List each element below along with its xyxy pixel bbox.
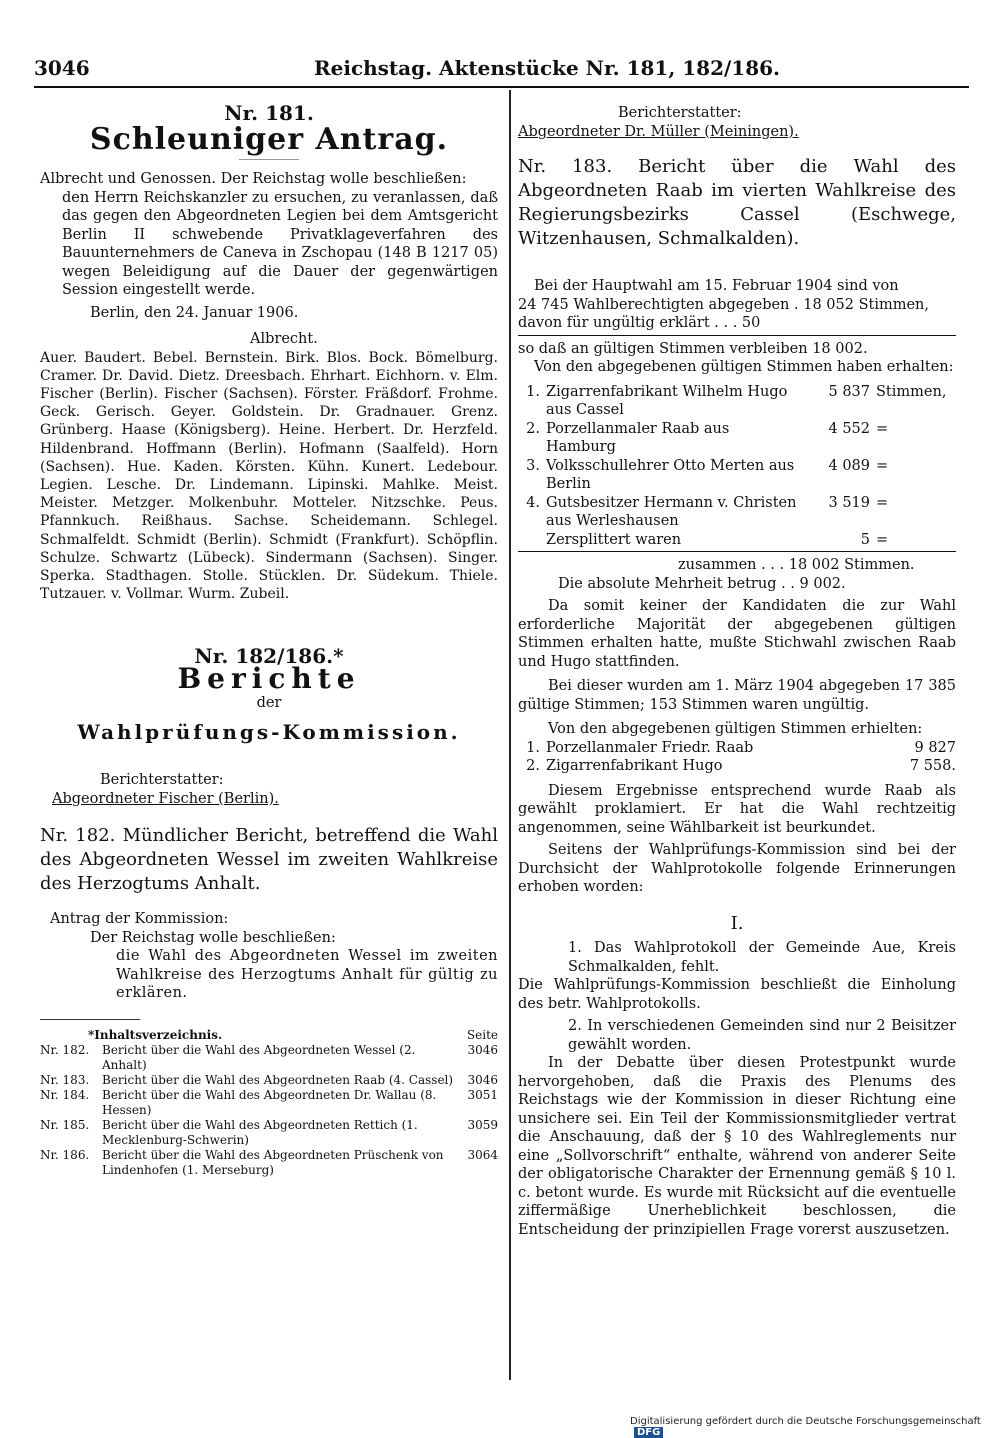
- column-divider: [509, 90, 511, 1380]
- item-2: 2. In verschiedenen Gemeinden sind nur 2 Beisitzer gewählt worden.: [568, 1018, 956, 1053]
- item-1: 1. Das Wahlprotokoll der Gemeinde Aue, Kreis Schmalkalden, fehlt.: [568, 940, 956, 975]
- nr182-title: Nr. 182. Mündlicher Bericht, betreffend die Wahl des Abgeordneten Wessel im zweiten Wahlkreise des Herzogtums Anhalt.: [40, 825, 498, 895]
- beschluss: die Wahl des Abgeordneten Wessel im zweiten Wahlkreise des Herzogtums Anhalt für gültig zu erklären.: [116, 948, 498, 1002]
- footnote-rule: [40, 1019, 140, 1020]
- antrag-intro: Albrecht und Genossen. Der Reichstag wolle beschließen:: [40, 171, 467, 187]
- running-title: Reichstag. Aktenstücke Nr. 181, 182/186.: [314, 56, 781, 80]
- list-item: 2. Porzellanmaler Raab aus Hamburg 4 552 =: [526, 420, 889, 455]
- toc-row: Nr. 183. Bericht über die Wahl des Abgeordneten Raab (4. Cassel) 3046: [40, 1072, 498, 1087]
- footer-credit: [630, 1416, 1000, 1438]
- list-item: 2. Zigarrenfabrikant Hugo 7 558.: [526, 758, 956, 774]
- list-item: 3. Volksschullehrer Otto Merten aus Berlin 4 089 =: [526, 457, 889, 492]
- hauptwahl-line-3: davon für ungültig erklärt . . . 50: [518, 314, 956, 336]
- berichterstatter-label: Berichterstatter:: [618, 105, 742, 121]
- divider: [239, 159, 299, 160]
- toc-row: Nr. 186. Bericht über die Wahl des Abgeordneten Prüschenk von Lindenhofen (1. Merseburg) 3064: [40, 1147, 498, 1177]
- absolute-mehrheit: Die absolute Mehrheit betrug . . 9 002.: [558, 575, 846, 592]
- toc: [40, 1028, 498, 1178]
- toc-row: Nr. 184. Bericht über die Wahl des Abgeordneten Dr. Wallau (8. Hessen) 3051: [40, 1087, 498, 1117]
- nr181-heading: Nr. 181.: [224, 101, 314, 125]
- seitens: Seitens der Wahlprüfungs-Kommission sind bei der Durchsicht der Wahlprotokolle folgende Erinnerungen erhoben worden:: [518, 842, 956, 895]
- toc-seite: Seite: [466, 1027, 498, 1042]
- debatte: In der Debatte über diesen Protestpunkt wurde hervorgehoben, daß die Praxis des Plenums des Reichstags wie der Kommission in dieser Richtung eine unsichere sei. Ein Teil der Kommissionsmitglieder vertrat die Anschauung, daß der § 10 des Wahlreglements nur eine „Sollvorschrift“ enthalte, während von anderer Seite der obligatorische Charakter der Ernennung gemäß § 10 l. c. betont wurde. Es wurde mit Rücksicht auf die eventuelle ziffermäßige Unerheblichkeit beschlossen, die Entscheidung der prinzipiellen Frage vorerst auszusetzen.: [518, 1055, 956, 1238]
- erhielten: Von den abgegebenen gültigen Stimmen erhielten:: [548, 721, 923, 737]
- signatory-names: Auer. Baudert. Bebel. Bernstein. Birk. Blos. Bock. Bömelburg. Cramer. Dr. David. Dietz. Dreesbach. Ehrhart. Eichhorn. v. Elm. Fischer (Berlin). Fischer (Sachsen). Förster. Fräßdorf. Frohme. Geck. Gerisch. Geyer. Goldstein. Dr. Gradnauer. Grenz. Grünberg. Haase (Königsberg). Heine. Herbert. Dr. Herzfeld. Hildenbrand. Hoffmann (Berlin). Hofmann (Saalfeld). Horn (Sachsen). Hue. Kaden. Körsten. Kühn. Kunert. Ledebour. Legien. Lesche. Dr. Lindemann. Lipinski. Mahlke. Meist. Meister. Metzger. Molkenbuhr. Motteler. Nitzschke. Peus. Pfannkuch. Reißhaus. Sachse. Scheidemann. Schlegel. Schmalfeldt. Schmidt (Berlin). Schmidt (Frankfurt). Schöpflin. Schulze. Schwartz (Lübeck). Sindermann (Sachsen). Singer. Sperka. Stadthagen. Stolle. Stücklen. Dr. Südekum. Thiele. Tutzauer. v. Vollmar. Wurm. Zubeil.: [40, 349, 498, 603]
- list-item: Zersplittert waren 5 =: [518, 531, 956, 553]
- right-column: [518, 96, 956, 1239]
- hauptwahl-line-1: Bei der Hauptwahl am 15. Februar 1904 sind von: [534, 278, 899, 294]
- list-item: 4. Gutsbesitzer Hermann v. Christen aus Werleshausen 3 519 =: [526, 494, 889, 529]
- antrag-kommission: Antrag der Kommission:: [50, 911, 229, 928]
- berichterstatter-name: Abgeordneter Dr. Müller (Meiningen).: [518, 123, 799, 140]
- toc-title: *Inhaltsverzeichnis.: [88, 1027, 223, 1042]
- berichterstatter-label: Berichterstatter:: [100, 772, 224, 789]
- da-somit: Da somit keiner der Kandidaten die zur Wahl erforderliche Majorität der abgegebenen gültigen Stimmen erhalten hatte, mußte Stichwahl zwischen Raab und Hugo stattfinden.: [518, 598, 956, 670]
- nr182-heading: Nr. 182/186.*: [194, 644, 344, 669]
- der-text: der: [256, 695, 282, 712]
- page-number: 3046: [34, 56, 90, 80]
- footer-text: Digitalisierung gefördert durch die Deutsche Forschungsgemeinschaft: [630, 1416, 981, 1427]
- verbleiben: so daß an gültigen Stimmen verbleiben 18 002.: [518, 340, 868, 357]
- ergebnis: Diesem Ergebnisse entsprechend wurde Raab als gewählt proklamiert. Er hat die Wahl rechtzeitig angenommen, seine Wählbarkeit ist beurkundet.: [518, 782, 956, 836]
- bei-dieser: Bei dieser wurden am 1. März 1904 abgegeben 17 385 gültige Stimmen; 153 Stimmen waren ungültig.: [518, 678, 956, 713]
- header-rule: [34, 86, 969, 88]
- left-column: [40, 96, 498, 1178]
- zusammen: zusammen . . . 18 002 Stimmen.: [678, 557, 915, 573]
- toc-row: Nr. 185. Bericht über die Wahl des Abgeordneten Rettich (1. Mecklenburg-Schwerin) 3059: [40, 1117, 498, 1147]
- nr183-title: Nr. 183. Bericht über die Wahl des Abgeordneten Raab im vierten Wahlkreise des Regierungsbezirks Cassel (Eschwege, Witzenhausen, Schmalkalden).: [518, 156, 956, 249]
- stichwahl-list: [518, 739, 956, 776]
- hauptwahl-line-2: 24 745 Wahlberechtigten abgegeben . 18 052 Stimmen,: [518, 296, 929, 313]
- page-header: [34, 56, 969, 84]
- nr181-title: Schleuniger Antrag.: [89, 121, 449, 157]
- date-line: Berlin, den 24. Januar 1906.: [90, 304, 299, 321]
- toc-row: Nr. 182. Bericht über die Wahl des Abgeordneten Wessel (2. Anhalt) 3046: [40, 1042, 498, 1072]
- von-den: Von den abgegebenen gültigen Stimmen haben erhalten:: [534, 359, 954, 375]
- antrag-body: den Herrn Reichskanzler zu ersuchen, zu veranlassen, daß das gegen den Abgeordneten Legien bei dem Amtsgericht Berlin II schwebende Privatklageverfahren des Bauunternehmers de Caneva in Zschopau (148 B 1217 05) wegen Beleidigung auf die Dauer der gegenwärtigen Session eingestellt werde.: [62, 189, 498, 298]
- list-item: 1. Porzellanmaler Friedr. Raab 9 827: [526, 739, 956, 756]
- section-roman: I.: [730, 912, 744, 934]
- berichte-title: Berichte: [177, 661, 361, 695]
- signer: Albrecht.: [250, 331, 318, 347]
- dfg-logo: DFG: [634, 1427, 663, 1438]
- candidate-list: [518, 383, 956, 553]
- list-item: 1. Zigarrenfabrikant Wilhelm Hugo aus Cassel 5 837 Stimmen,: [526, 383, 947, 418]
- kommission-title: Wahlprüfungs-Kommission.: [77, 719, 461, 744]
- item-1-resolution: Die Wahlprüfungs-Kommission beschließt die Einholung des betr. Wahlprotokolls.: [518, 977, 956, 1012]
- reichstag-wolle: Der Reichstag wolle beschließen:: [90, 929, 336, 946]
- berichterstatter-name: Abgeordneter Fischer (Berlin).: [52, 790, 279, 807]
